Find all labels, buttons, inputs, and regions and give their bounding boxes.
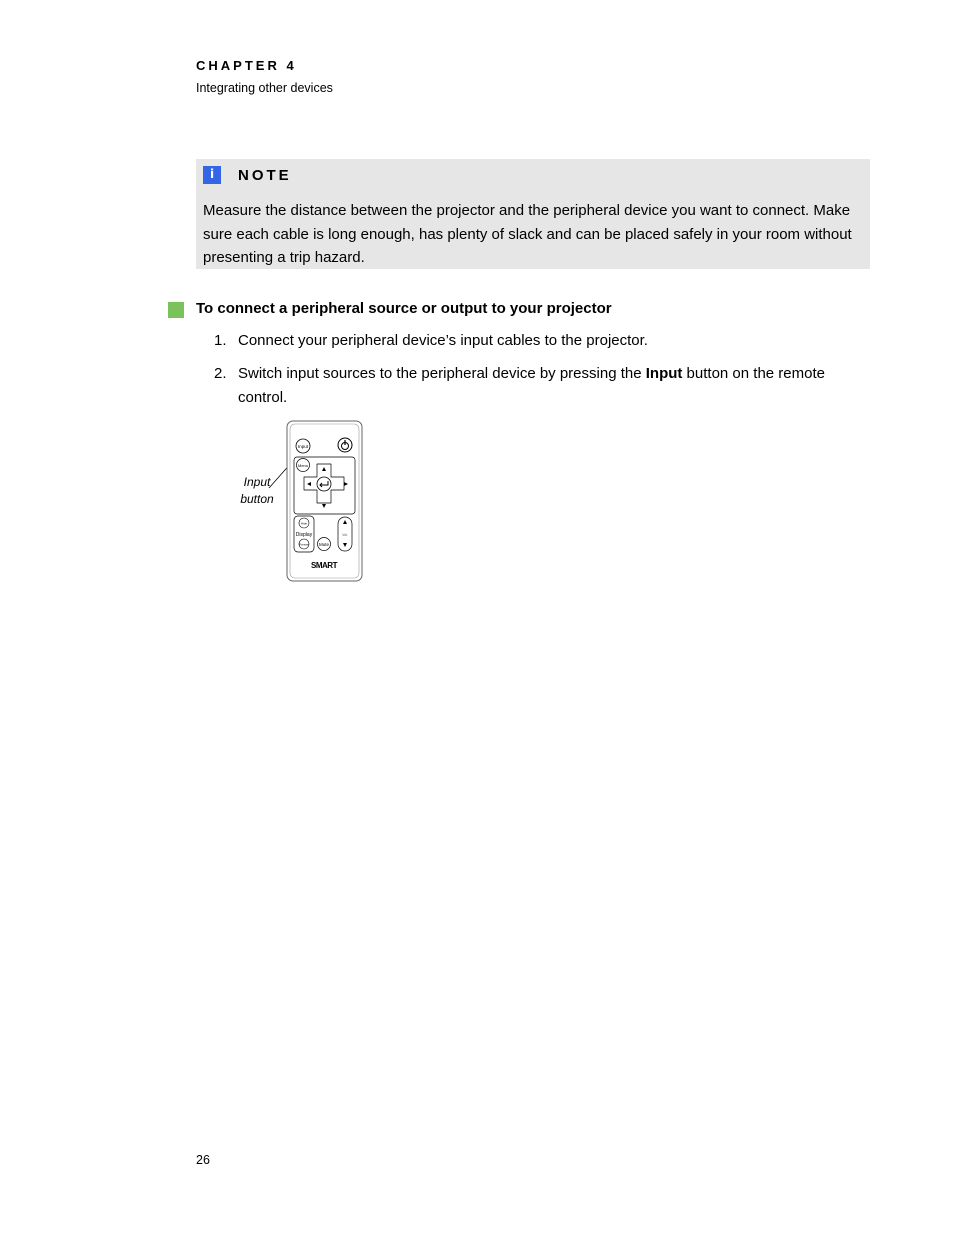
step-text-part: Switch input sources to the peripheral device by pressing the (238, 365, 646, 382)
task-marker-icon (168, 302, 184, 318)
step-text (238, 362, 838, 409)
callout-line: Input (243, 475, 271, 489)
step-text-part: button on the remote control. (238, 365, 825, 406)
step-text: Connect your peripheral device’s input cables to the projector. (238, 332, 648, 349)
remote-control-figure (236, 420, 366, 585)
note-body: Measure the distance between the projector and the peripheral device you want to connect. Make sure each cable is long enough, has plenty of slack and can be placed safely in your room without presenting a trip hazard. (203, 202, 852, 266)
note-heading: NOTE (238, 167, 292, 184)
remote-menu-label: Menu (297, 463, 309, 468)
procedure-heading: To connect a peripheral source or output to your projector (196, 300, 612, 317)
remote-vol-label: Vol. (342, 533, 348, 537)
remote-control-illustration (236, 420, 366, 585)
remote-mute-label: Mute (318, 542, 330, 547)
remote-input-label: Input (297, 444, 309, 449)
info-icon: i (203, 166, 221, 184)
chapter-label: CHAPTER 4 (196, 58, 297, 73)
remote-brand-logo: SMART (311, 561, 337, 570)
note-box (196, 159, 870, 269)
step-number: 1. (214, 332, 227, 349)
remote-display-label: Display (295, 532, 313, 538)
input-term: Input (645, 365, 683, 382)
callout-line: button (240, 492, 274, 506)
remote-hide-label: Hide (300, 521, 308, 526)
step-number: 2. (214, 365, 227, 382)
chapter-title: Integrating other devices (196, 81, 333, 95)
remote-freeze-label: Freeze (299, 542, 309, 547)
page-number: 26 (196, 1153, 210, 1167)
